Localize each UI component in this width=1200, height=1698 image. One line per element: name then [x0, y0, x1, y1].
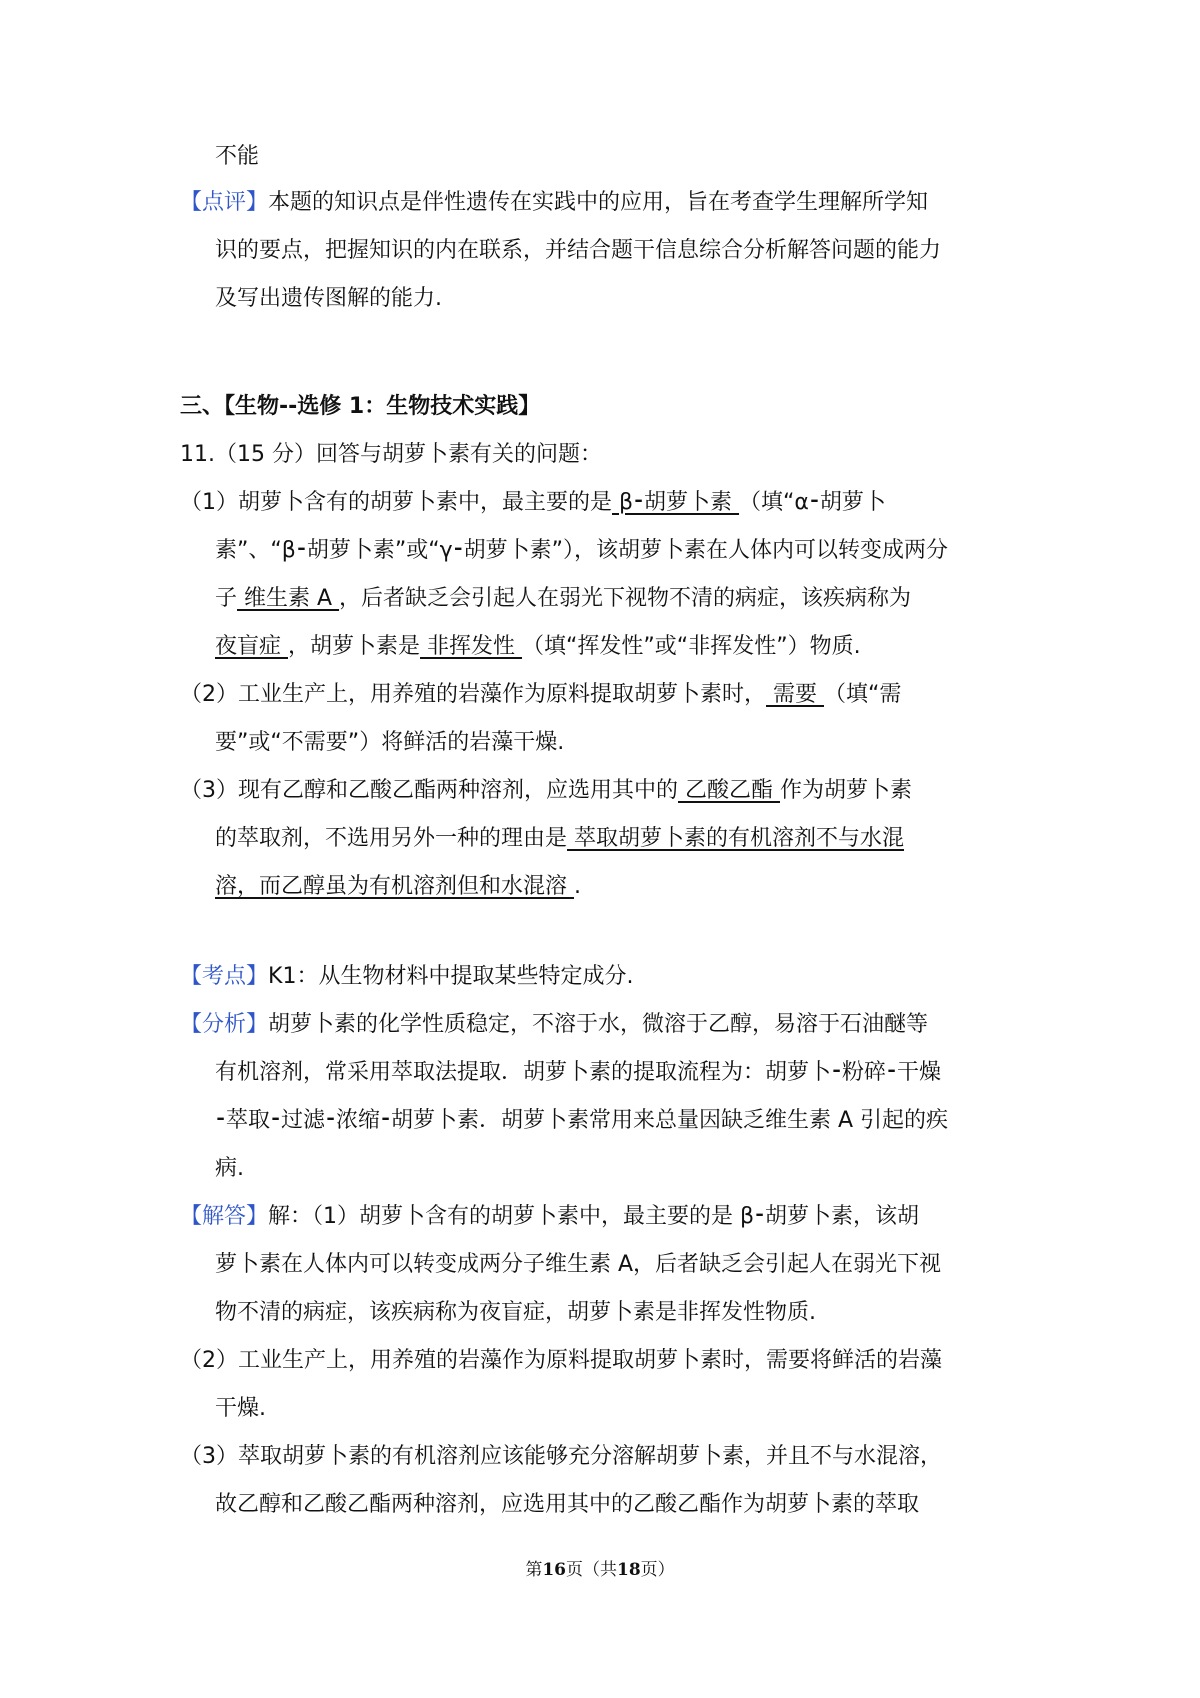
- question-number: 11.: [180, 442, 215, 467]
- answer-blank: 夜盲症: [215, 634, 288, 659]
- jieda-line-7: 故乙醇和乙酸乙酯两种溶剂，应选用其中的乙酸乙酯作为胡萝卜素的萃取: [215, 1492, 920, 1517]
- q-part1-line1: （1）胡萝卜含有的胡萝卜素中，最主要的是 β⁃胡萝卜素 （填“α⁃胡萝卜: [180, 490, 886, 515]
- jieda-line-3: 物不清的病症，该疾病称为夜盲症，胡萝卜素是非挥发性物质.: [215, 1300, 816, 1325]
- answer-blank: 非挥发性: [420, 634, 523, 659]
- q-part3-line1: （3）现有乙醇和乙酸乙酯两种溶剂，应选用其中的 乙酸乙酯 作为胡萝卜素: [180, 778, 913, 803]
- comment-tag: 【点评】: [180, 190, 269, 215]
- total-page-number: 18: [617, 1560, 641, 1580]
- q-part1-line3: 子 维生素 A ，后者缺乏会引起人在弱光下视物不清的病症，该疾病称为: [215, 586, 912, 611]
- q-part3-line2: 的萃取剂，不选用另外一种的理由是 萃取胡萝卜素的有机溶剂不与水混: [215, 826, 905, 851]
- jieda-line-2: 萝卜素在人体内可以转变成两分子维生素 A，后者缺乏会引起人在弱光下视: [215, 1252, 942, 1277]
- section-heading: 三、【生物--选修 1：生物技术实践】: [180, 394, 541, 419]
- answer-blank: β⁃胡萝卜素: [612, 490, 740, 515]
- q-part1-line4: 夜盲症 ，胡萝卜素是 非挥发性 （填“挥发性”或“非挥发性”）物质.: [215, 634, 861, 659]
- jieda-line-6: （3）萃取胡萝卜素的有机溶剂应该能够充分溶解胡萝卜素，并且不与水混溶，: [180, 1444, 942, 1469]
- comment-line-2: 识的要点，把握知识的内在联系，并结合题干信息综合分析解答问题的能力: [215, 238, 942, 263]
- jieda-tag: 【解答】: [180, 1204, 269, 1229]
- fenxi-line-2: 有机溶剂，常采用萃取法提取．胡萝卜素的提取流程为：胡萝卜⁃粉碎⁃干燥: [215, 1060, 942, 1085]
- comment-line-1: 【点评】本题的知识点是伴性遗传在实践中的应用，旨在考查学生理解所学知: [180, 190, 929, 215]
- q-part2-line1: （2）工业生产上，用养殖的岩藻作为原料提取胡萝卜素时， 需要 （填“需: [180, 682, 902, 707]
- comment-line-3: 及写出遗传图解的能力.: [215, 286, 442, 311]
- question-intro: 11.（15 分）回答与胡萝卜素有关的问题：: [180, 442, 602, 467]
- answer-blank: 需要: [766, 682, 824, 707]
- fenxi-tag: 【分析】: [180, 1012, 269, 1037]
- prev-answer-tail: 不能: [215, 144, 260, 169]
- q-part1-line2: 素”、“β⁃胡萝卜素”或“γ⁃胡萝卜素”），该胡萝卜素在人体内可以转变成两分: [215, 538, 949, 563]
- answer-blank: 维生素 A: [237, 586, 340, 611]
- kaodian-tag: 【考点】: [180, 964, 269, 989]
- answer-blank: 溶，而乙醇虽为有机溶剂但和水混溶: [215, 874, 574, 899]
- answer-blank: 萃取胡萝卜素的有机溶剂不与水混: [567, 826, 905, 851]
- fenxi-line-3: ⁃萃取⁃过滤⁃浓缩⁃胡萝卜素．胡萝卜素常用来总量因缺乏维生素 A 引起的疾: [215, 1108, 949, 1133]
- jieda-line-5: 干燥.: [215, 1396, 266, 1421]
- kaodian-line: 【考点】K1：从生物材料中提取某些特定成分.: [180, 964, 634, 989]
- answer-blank: 乙酸乙酯: [678, 778, 780, 803]
- jieda-line-4: （2）工业生产上，用养殖的岩藻作为原料提取胡萝卜素时，需要将鲜活的岩藻: [180, 1348, 942, 1373]
- jieda-line-1: 【解答】解：（1）胡萝卜含有的胡萝卜素中，最主要的是 β⁃胡萝卜素，该胡: [180, 1204, 920, 1229]
- q-part3-line3: 溶，而乙醇虽为有机溶剂但和水混溶 .: [215, 874, 581, 899]
- fenxi-line-1: 【分析】胡萝卜素的化学性质稳定，不溶于水，微溶于乙醇，易溶于石油醚等: [180, 1012, 929, 1037]
- page-footer: 第16页（共18页）: [525, 1560, 675, 1580]
- fenxi-line-4: 病.: [215, 1156, 244, 1181]
- current-page-number: 16: [542, 1560, 566, 1580]
- q-part2-line2: 要”或“不需要”）将鲜活的岩藻干燥.: [215, 730, 565, 755]
